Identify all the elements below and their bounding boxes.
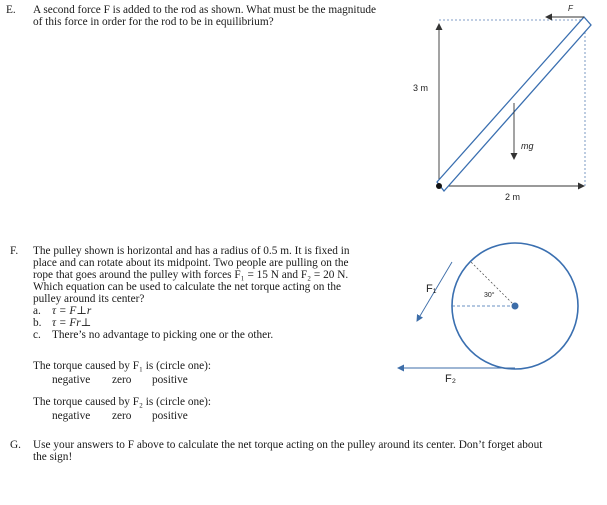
problem-f-line-5: pulley around its center? xyxy=(33,293,145,305)
torque-f2-positive[interactable]: positive xyxy=(152,410,188,422)
torque-f1-negative[interactable]: negative xyxy=(52,374,91,386)
option-c-text: There’s no advantage to picking one or the other. xyxy=(52,329,274,341)
option-b-letter: b. xyxy=(33,317,42,329)
torque-f2-negative[interactable]: negative xyxy=(52,410,91,422)
rod-diagram xyxy=(436,17,591,191)
option-a-letter: a. xyxy=(33,305,41,317)
problem-g-label: G. xyxy=(10,439,21,451)
torque-f1-positive[interactable]: positive xyxy=(152,374,188,386)
problem-g-line-1: Use your answers to F above to calculate the net torque acting on the pulley around its center. Don’t forget about xyxy=(33,439,543,451)
option-b-text: τ = Fr⊥ xyxy=(52,317,92,329)
torque-f2-zero[interactable]: zero xyxy=(112,410,132,422)
problem-e-line-2: of this force in order for the rod to be in equilibrium? xyxy=(33,16,274,28)
weight-label: mg xyxy=(521,141,534,151)
force-f-label: F xyxy=(568,4,573,13)
width-label: 2 m xyxy=(505,192,521,202)
option-a-text: τ = F⊥r xyxy=(52,305,92,317)
torque-f1-question: The torque caused by F₁ is (circle one): xyxy=(33,360,212,372)
f1-label: F₁ xyxy=(426,283,437,295)
height-label: 3 m xyxy=(413,83,429,93)
problem-f-line-1: The pulley shown is horizontal and has a radius of 0.5 m. It is fixed in xyxy=(33,245,350,257)
option-c-letter: c. xyxy=(33,329,41,341)
f2-label: F₂ xyxy=(445,373,456,385)
torque-f2-question: The torque caused by F₂ is (circle one): xyxy=(33,396,212,408)
angle-label: 30° xyxy=(484,292,495,299)
problem-f-line-4: Which equation can be used to calculate the net torque acting on the xyxy=(33,281,342,293)
problem-f-label: F. xyxy=(10,245,19,257)
pulley-diagram xyxy=(398,243,578,369)
torque-f1-zero[interactable]: zero xyxy=(112,374,132,386)
problem-e-label: E. xyxy=(6,4,16,16)
problem-g-line-2: the sign! xyxy=(33,451,73,463)
problem-e-line-1: A second force F is added to the rod as shown. What must be the magnitude xyxy=(33,4,377,16)
pulley-center xyxy=(512,303,519,310)
radius-dashed-line xyxy=(471,262,515,306)
pivot-point xyxy=(436,183,442,189)
problem-f-line-2: place and can rotate about its midpoint. Two people are pulling on the xyxy=(33,257,349,269)
problem-f-line-3: rope that goes around the pulley with forces F₁ = 15 N and F₂ = 20 N. xyxy=(33,269,349,281)
